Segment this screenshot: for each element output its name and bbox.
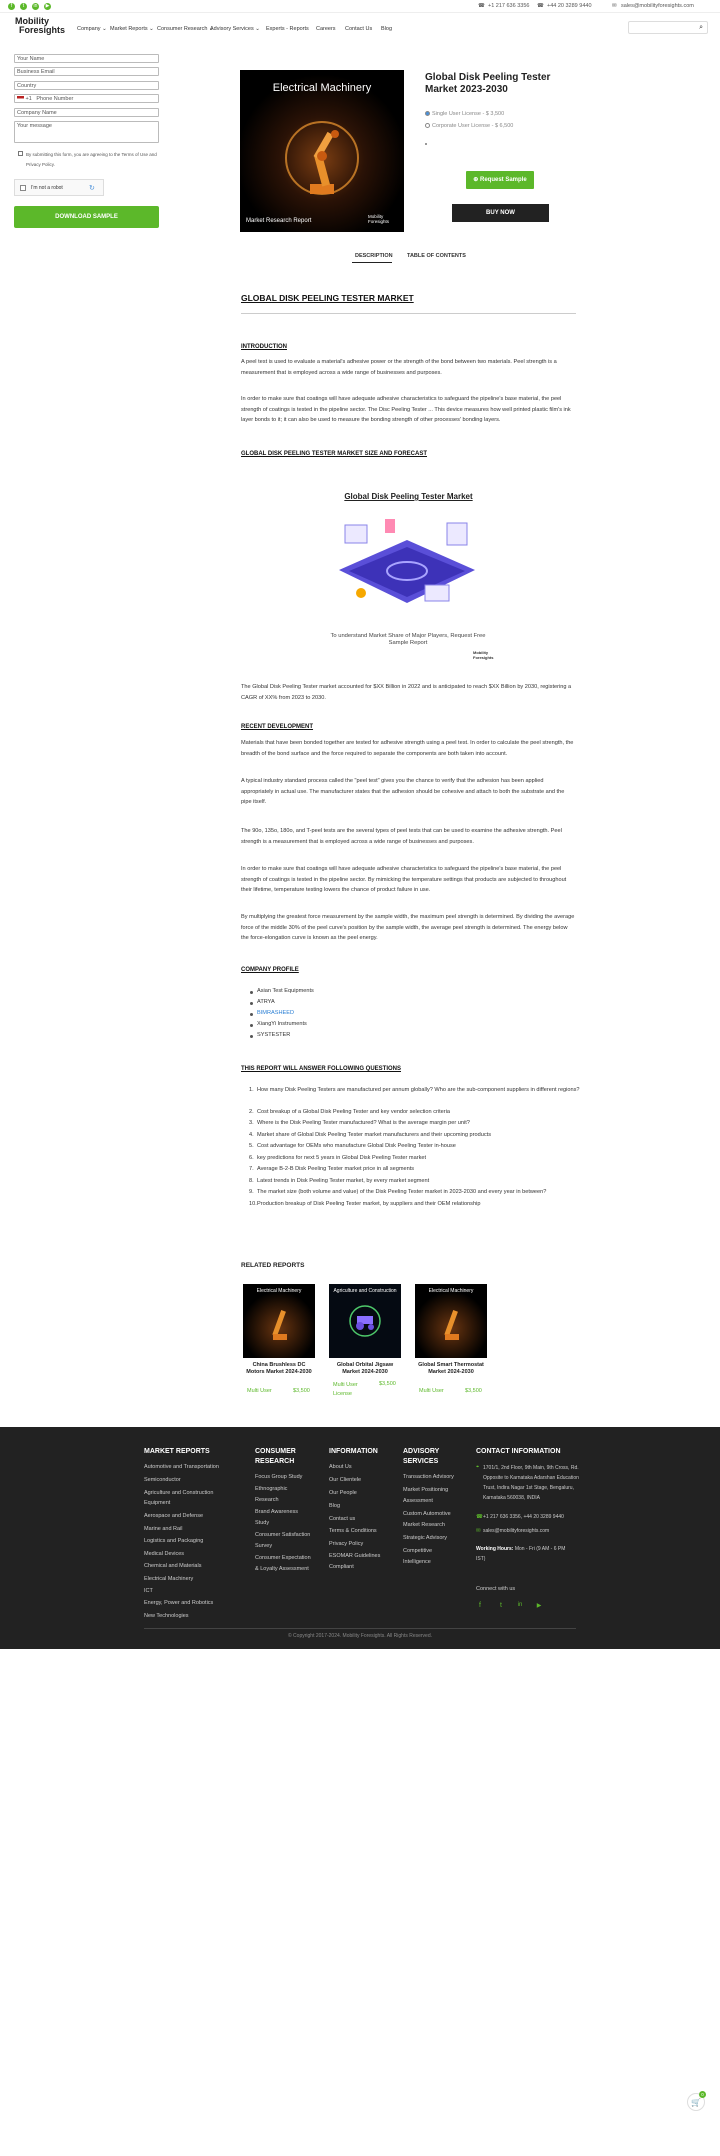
top-bar <box>0 0 720 13</box>
footer-link[interactable]: Transaction Advisory <box>403 1474 454 1480</box>
footer-link[interactable]: Electrical Machinery <box>144 1576 194 1582</box>
nav-market-reports[interactable]: Market Reports ⌄ <box>110 26 154 32</box>
question-item: Average B-2-B Disk Peeling Tester market price in all segments <box>257 1166 415 1172</box>
footer <box>0 1427 720 1649</box>
footer-link[interactable]: Equipment <box>144 1500 171 1506</box>
license-single[interactable]: Single User License - $ 3,500 <box>425 111 504 117</box>
basket-icon: 🛒 <box>691 2098 701 2107</box>
footer-consumer-research-heading: CONSUMER RESEARCH <box>255 1448 296 1465</box>
mail-icon: ✉ <box>612 3 617 9</box>
consent-checkbox[interactable] <box>18 151 23 156</box>
country-field[interactable]: Country <box>14 81 159 90</box>
related-license: Multi User License <box>333 1382 358 1397</box>
recent-paragraph-5: By multiplying the greatest force measurement by the sample width, the maximum peel strength is determined. By dividing the average force of the middle 30% of the peel curve's position by the sample width, the average peel strength is determined. The energy below the force-elongation curve is known as the peel energy. <box>241 914 575 941</box>
related-price: $3,500 <box>379 1381 396 1387</box>
question-number: 7. <box>249 1166 254 1172</box>
radio-single[interactable] <box>425 111 430 116</box>
footer-link[interactable]: Compliant <box>329 1564 354 1570</box>
question-number: 5. <box>249 1143 254 1149</box>
related-title[interactable]: Global Orbital Jigsaw Market 2024-2030 <box>336 1362 394 1375</box>
footer-divider <box>144 1628 576 1629</box>
nav-contact-us[interactable]: Contact Us <box>345 26 373 32</box>
bullet-icon <box>250 1035 253 1038</box>
size-paragraph: The Global Disk Peeling Tester market accounted for $XX Billion in 2022 and is anticipated to reach $XX Billion by 2030, registering a CAGR of XX% from 2023 to 2030. <box>241 684 572 701</box>
related-title[interactable]: China Brushless DC Motors Market 2024-2030 <box>246 1362 312 1375</box>
recent-paragraph-1: Materials that have been bonded together are tested for adhesive strength using a peel test. In order to calculate the peel strength, the breadth of the bond surface and the force required to separate the components are both taken into account. <box>241 740 574 757</box>
related-cover-title: Electrical Machinery <box>256 1288 302 1294</box>
question-item: The market size (both volume and value) of the Disk Peeling Tester market in 2023-2030 and every year in between? <box>257 1189 547 1195</box>
cover-brand: Mobility Foresights <box>368 214 390 224</box>
working-hours: Working Hours: Mon - Fri (9 AM - 6 PM IST) <box>476 1546 566 1562</box>
topbar-email[interactable]: sales@mobilityforesights.com <box>621 3 694 9</box>
footer-email[interactable]: sales@mobilityforesights.com <box>483 1528 550 1534</box>
company-item: ATRYA <box>257 999 275 1005</box>
robot-arm-icon <box>265 1302 295 1342</box>
related-card-cover[interactable] <box>243 1284 315 1358</box>
footer-link[interactable]: Competitive <box>403 1548 433 1554</box>
footer-link[interactable]: Intelligence <box>403 1559 431 1565</box>
tractor-icon <box>348 1304 382 1338</box>
question-item: How many Disk Peeling Testers are manufactured per annum globally? Who are the sub-component suppliers in different regions? <box>257 1087 580 1093</box>
cart-count-badge: 0 <box>699 2091 706 2098</box>
logo-line2: Foresights <box>19 25 66 35</box>
question-number: 10. <box>249 1201 257 1207</box>
flag-icon[interactable] <box>17 96 24 101</box>
topbar-phone-us[interactable]: +1 217 636 3356 <box>488 3 530 9</box>
consent-text: By submitting this form, you are agreeing to the Terms of Use and Privacy Policy. <box>26 152 157 167</box>
nav-blog[interactable]: Blog <box>381 26 393 32</box>
question-number: 8. <box>249 1178 254 1184</box>
phone-field[interactable] <box>14 94 159 103</box>
infographic-brand: Mobility Foresights <box>473 650 494 660</box>
linkedin-icon[interactable]: in <box>33 3 38 9</box>
related-cover-title: Electrical Machinery <box>428 1288 474 1294</box>
nav-experts-reports[interactable]: Experts - Reports <box>266 26 309 32</box>
intro-heading: INTRODUCTION <box>241 344 287 350</box>
robot-arm-icon <box>280 110 364 200</box>
footer-link[interactable]: Brand Awareness <box>255 1509 299 1515</box>
nav-careers[interactable]: Careers <box>316 26 336 32</box>
footer-link[interactable]: Strategic Advisory <box>403 1535 448 1541</box>
footer-link[interactable]: Automotive and Transportation <box>144 1464 219 1470</box>
bullet-icon <box>250 991 253 994</box>
twitter-icon[interactable]: t <box>500 1602 502 1609</box>
footer-link[interactable]: New Technologies <box>144 1613 189 1619</box>
location-icon: ⌖ <box>476 1464 480 1470</box>
footer-link[interactable]: Privacy Policy <box>329 1541 364 1547</box>
question-number: 3. <box>249 1120 254 1126</box>
footer-information-heading: INFORMATION <box>329 1448 378 1455</box>
question-item: Market share of Global Disk Peeling Tester market manufacturers and their upcoming products <box>257 1132 492 1138</box>
request-sample-button[interactable]: ⊕ Request Sample <box>466 171 534 189</box>
footer-link[interactable]: & Loyalty Assessment <box>255 1566 309 1572</box>
footer-link[interactable]: Consumer Satisfaction <box>255 1532 311 1538</box>
company-item: Asian Test Equipments <box>257 988 314 994</box>
download-sample-button[interactable]: DOWNLOAD SAMPLE <box>14 206 159 228</box>
logo-line1: Mobility <box>15 16 49 26</box>
active-tab-indicator <box>352 262 392 263</box>
footer-link[interactable]: About Us <box>329 1464 352 1470</box>
question-item: Production breakup of Disk Peeling Tester market, by suppliers and their OEM relationship <box>257 1201 481 1207</box>
cover-title: Electrical Machinery <box>272 82 372 94</box>
recent-paragraph-2: A typical industry standard process called the "peel test" gives you the chance to verify that the adhesion has been applied appropriately in actual use. The manufacturer states that the adhesion should be cohesive and attach to both the substrate and the pipe itself. <box>241 778 565 805</box>
intro-paragraph-2: In order to make sure that coatings will have adequate adhesive characteristics to safeguard the pipeline's base material, the peel strength of coatings is tested in the pipeline sector. The Disc Peeling Tester ... This device measures how well printed plastic film's ink layer bonds to it; it can also be used to measure the bonding strength of other processes' bonding layers. <box>241 396 571 423</box>
related-license: Multi User <box>247 1388 272 1394</box>
footer-link[interactable]: ICT <box>144 1588 153 1594</box>
youtube-icon[interactable]: ▶ <box>536 1603 542 1609</box>
question-item: Latest trends in Disk Peeling Tester market, by every market segment <box>257 1178 430 1184</box>
youtube-icon[interactable]: ▶ <box>45 3 50 9</box>
separator-dot <box>425 143 427 145</box>
market-infographic <box>241 480 576 660</box>
captcha-label: I'm not a robot <box>31 185 63 191</box>
footer-link[interactable]: Market Positioning <box>403 1487 449 1493</box>
bullet-icon <box>250 1013 253 1016</box>
related-title[interactable]: Global Smart Thermostat Market 2024-2030 <box>418 1362 484 1375</box>
footer-link[interactable]: Logistics and Packaging <box>144 1538 204 1544</box>
question-item: key predictions for next 5 years in Global Disk Peeling Tester market <box>257 1155 427 1161</box>
bullet-icon <box>250 1002 253 1005</box>
questions-heading: THIS REPORT WILL ANSWER FOLLOWING QUESTIONS <box>241 1066 401 1072</box>
footer-link[interactable]: Survey <box>255 1543 273 1549</box>
connect-label: Connect with us <box>476 1586 516 1592</box>
footer-link[interactable]: Medical Devices <box>144 1551 185 1557</box>
footer-link[interactable]: Blog <box>329 1503 341 1509</box>
linkedin-icon[interactable]: in <box>517 1602 523 1608</box>
company-item: SYSTESTER <box>257 1032 291 1038</box>
footer-link[interactable]: Market Research <box>403 1522 445 1528</box>
email-field[interactable]: Business Email <box>14 67 159 76</box>
footer-link[interactable]: Focus Group Study <box>255 1474 303 1480</box>
recent-heading: RECENT DEVELOPMENT <box>241 724 314 730</box>
related-cover-title: Agriculture and Construction <box>333 1288 397 1294</box>
search-icon[interactable]: ⌕ <box>699 24 703 31</box>
twitter-icon[interactable]: t <box>20 3 27 10</box>
footer-link[interactable]: Study <box>255 1520 270 1526</box>
copyright: © Copyright 2017-2024. Mobility Foresights. All Rights Reserved. <box>287 1633 433 1639</box>
nav-consumer-research[interactable]: Consumer Research ⌄ <box>157 26 214 32</box>
footer-link[interactable]: Research <box>255 1497 279 1503</box>
footer-market-reports-heading: MARKET REPORTS <box>144 1448 210 1455</box>
question-number: 1. <box>249 1087 254 1093</box>
question-number: 4. <box>249 1132 254 1138</box>
infographic-title: Global Disk Peeling Tester Market <box>344 492 473 501</box>
footer-link[interactable]: Aerospace and Defense <box>144 1513 204 1519</box>
cover-footer: Market Research Report <box>246 218 312 224</box>
footer-advisory-heading: ADVISORY SERVICES <box>403 1448 440 1465</box>
footer-contact-heading: CONTACT INFORMATION <box>476 1448 561 1455</box>
phone-icon: ☎ <box>537 3 544 9</box>
divider <box>241 313 576 314</box>
phone-placeholder: Phone Number <box>36 96 74 102</box>
company-field[interactable]: Company Name <box>14 108 159 117</box>
question-number: 2. <box>249 1109 254 1115</box>
buy-now-button[interactable]: BUY NOW <box>452 204 549 222</box>
footer-phone[interactable]: +1 217 636 3356, +44 20 3289 9440 <box>483 1514 564 1520</box>
report-cover-image <box>240 70 404 232</box>
recaptcha-icon: ↻ <box>89 185 95 192</box>
company-item-link[interactable]: BIMRASHEED <box>257 1010 294 1016</box>
phone-code[interactable]: +1 <box>25 96 32 102</box>
facebook-icon[interactable]: f <box>8 3 15 10</box>
recent-paragraph-4: In order to make sure that coatings will have adequate adhesive characteristics to safeguard the pipeline's base material, the peel strength of coatings is tested in the pipeline sector. By mimicking the temperature settings that products are subjected to throughout their lifetime, temperature testing lowers the chance of product failure in use. <box>241 866 567 893</box>
bullet-icon <box>250 1024 253 1027</box>
nav-advisory-services[interactable]: Advisory Services ⌄ <box>210 26 260 32</box>
related-license: Multi User <box>419 1388 444 1394</box>
footer-address: 1701/1, 2nd Floor, 9th Main, 9th Cross, Rd. Opposite to Karnataka Adarshan Education Trust, Indira Nagar 1st Stage, Bengaluru, Karnataka 560038, INDIA <box>483 1465 579 1501</box>
captcha-box[interactable] <box>14 179 104 196</box>
tab-description[interactable]: DESCRIPTION <box>355 253 393 259</box>
footer-link[interactable]: Assessment <box>403 1498 433 1504</box>
footer-link[interactable]: Our People <box>329 1490 357 1496</box>
company-heading: COMPANY PROFILE <box>241 967 299 973</box>
footer-link[interactable]: Ethnographic <box>255 1486 288 1492</box>
size-heading: GLOBAL DISK PEELING TESTER MARKET SIZE AND FORECAST <box>241 451 428 457</box>
related-heading: RELATED REPORTS <box>241 1262 305 1269</box>
question-item: Cost advantage for OEMs who manufacture Global Disk Peeling Tester in-house <box>257 1143 456 1149</box>
phone-icon: ☎ <box>478 3 485 9</box>
footer-link[interactable]: ESOMAR Guidelines <box>329 1553 381 1559</box>
nav-company[interactable]: Company ⌄ <box>77 26 107 32</box>
phone-icon: ☎ <box>476 1514 483 1520</box>
footer-link[interactable]: Contact us <box>329 1516 356 1522</box>
question-number: 9. <box>249 1189 254 1195</box>
mail-icon: ✉ <box>476 1528 481 1534</box>
question-item: Where is the Disk Peeling Tester manufactured? What is the average margin per unit? <box>257 1120 470 1126</box>
robot-arm-icon <box>437 1302 467 1342</box>
related-price: $3,500 <box>293 1388 310 1394</box>
related-price: $3,500 <box>465 1388 482 1394</box>
footer-link[interactable]: Custom Automotive <box>403 1511 451 1517</box>
search-input[interactable] <box>628 21 708 34</box>
tab-table-of-contents[interactable]: TABLE OF CONTENTS <box>407 253 466 259</box>
question-item: Cost breakup of a Global Disk Peeling Tester and key vendor selection criteria <box>257 1109 450 1115</box>
footer-link[interactable]: Agriculture and Construction <box>144 1490 214 1496</box>
footer-link[interactable]: Chemical and Materials <box>144 1563 202 1569</box>
question-number: 6. <box>249 1155 254 1161</box>
radio-corporate[interactable] <box>425 123 430 128</box>
footer-link[interactable]: Energy, Power and Robotics <box>144 1600 214 1606</box>
name-field[interactable]: Your Name <box>14 54 159 63</box>
footer-link[interactable]: Semiconductor <box>144 1477 181 1483</box>
facebook-icon[interactable]: f <box>479 1602 481 1609</box>
site-logo[interactable] <box>15 17 65 35</box>
footer-link[interactable]: Marine and Rail <box>144 1526 183 1532</box>
main-heading: GLOBAL DISK PEELING TESTER MARKET <box>241 293 414 303</box>
topbar-phone-uk[interactable]: +44 20 3289 9440 <box>547 3 592 9</box>
message-field[interactable]: Your message <box>14 121 159 143</box>
company-item: XiangYi Instruments <box>257 1021 307 1027</box>
license-corporate[interactable]: Corporate User License - $ 6,500 <box>425 123 513 129</box>
cart-button[interactable] <box>687 2093 705 2111</box>
related-card-cover[interactable] <box>329 1284 401 1358</box>
captcha-checkbox[interactable] <box>20 185 26 191</box>
isometric-dashboard-icon <box>325 515 490 615</box>
footer-link[interactable]: Terms & Conditions <box>329 1528 377 1534</box>
recent-paragraph-3: The 90o, 135o, 180o, and T-peel tests are the several types of peel tests that can be used to examine the adhesive strength. Peel strength is a measurement that is employed across a wide range of businesses and purposes. <box>241 828 562 845</box>
intro-paragraph-1: A peel test is used to evaluate a material's adhesive power or the strength of the bond between two materials. Peel strength is a measurement that is employed across a wide range of businesses and purposes. <box>241 359 557 376</box>
footer-link[interactable]: Our Clientele <box>329 1477 362 1483</box>
infographic-caption: To understand Market Share of Major Players, Request Free Sample Report <box>330 633 486 646</box>
product-title: Global Disk Peeling Tester Market 2023-2030 <box>425 72 551 95</box>
related-card-cover[interactable] <box>415 1284 487 1358</box>
footer-link[interactable]: Consumer Expectation <box>255 1555 311 1561</box>
